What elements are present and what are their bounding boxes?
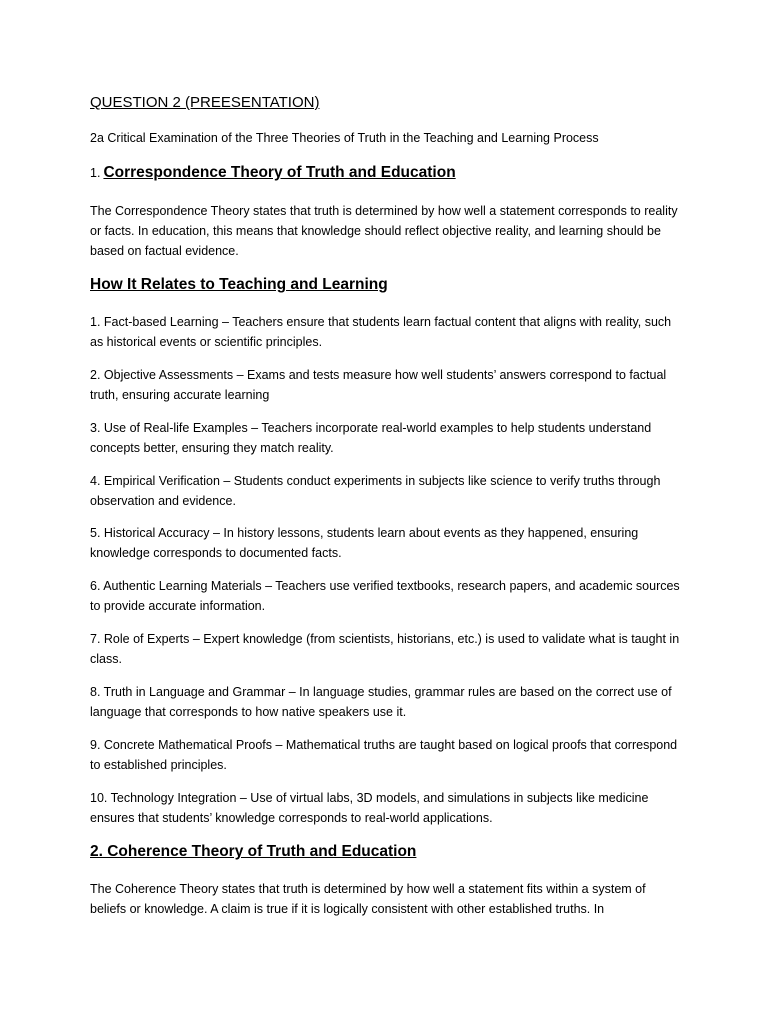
section-1-heading-text: Correspondence Theory of Truth and Education xyxy=(103,164,456,181)
list-item-3: 3. Use of Real-life Examples – Teachers incorporate real-world examples to help students understand concepts better, ensuring they match reality. xyxy=(90,421,652,455)
document-subtitle: 2a Critical Examination of the Three Theories of Truth in the Teaching and Learning Process xyxy=(90,131,599,145)
list-item-10: 10. Technology Integration – Use of virtual labs, 3D models, and simulations in subjects like medicine ensures that students’ knowledge corresponds to real-world applications. xyxy=(90,791,649,825)
question-title: QUESTION 2 (PREESENTATION) xyxy=(90,94,320,111)
section-1-heading xyxy=(90,164,456,182)
list-item-7: 7. Role of Experts – Expert knowledge (from scientists, historians, etc.) is used to validate what is taught in class. xyxy=(90,632,680,666)
list-item-9: 9. Concrete Mathematical Proofs – Mathematical truths are taught based on logical proofs that correspond to established principles. xyxy=(90,738,678,772)
list-item-6: 6. Authentic Learning Materials – Teachers use verified textbooks, research papers, and academic sources to provide accurate information. xyxy=(90,579,680,613)
list-item-1: 1. Fact-based Learning – Teachers ensure that students learn factual content that aligns with reality, such as historical events or scientific principles. xyxy=(90,315,672,349)
list-item-4: 4. Empirical Verification – Students conduct experiments in subjects like science to verify truths through observation and evidence. xyxy=(90,474,661,508)
section-2-heading: 2. Coherence Theory of Truth and Education xyxy=(90,843,417,860)
section-2-intro: The Coherence Theory states that truth is determined by how well a statement fits within a system of beliefs or knowledge. A claim is true if it is logically consistent with other established truths. In xyxy=(90,882,646,916)
list-item-2: 2. Objective Assessments – Exams and tests measure how well students’ answers correspond to factual truth, ensuring accurate learning xyxy=(90,368,667,402)
list-item-5: 5. Historical Accuracy – In history lessons, students learn about events as they happened, ensuring knowledge corresponds to documented facts. xyxy=(90,526,639,560)
section-1-intro: The Correspondence Theory states that truth is determined by how well a statement corresponds to reality or facts. In education, this means that knowledge should reflect objective reality, and learning should be based on factual evidence. xyxy=(90,204,678,258)
subsection-heading: How It Relates to Teaching and Learning xyxy=(90,276,388,293)
section-1-number: 1. xyxy=(90,166,101,180)
list-item-8: 8. Truth in Language and Grammar – In language studies, grammar rules are based on the correct use of language that corresponds to how native speakers use it. xyxy=(90,685,672,719)
